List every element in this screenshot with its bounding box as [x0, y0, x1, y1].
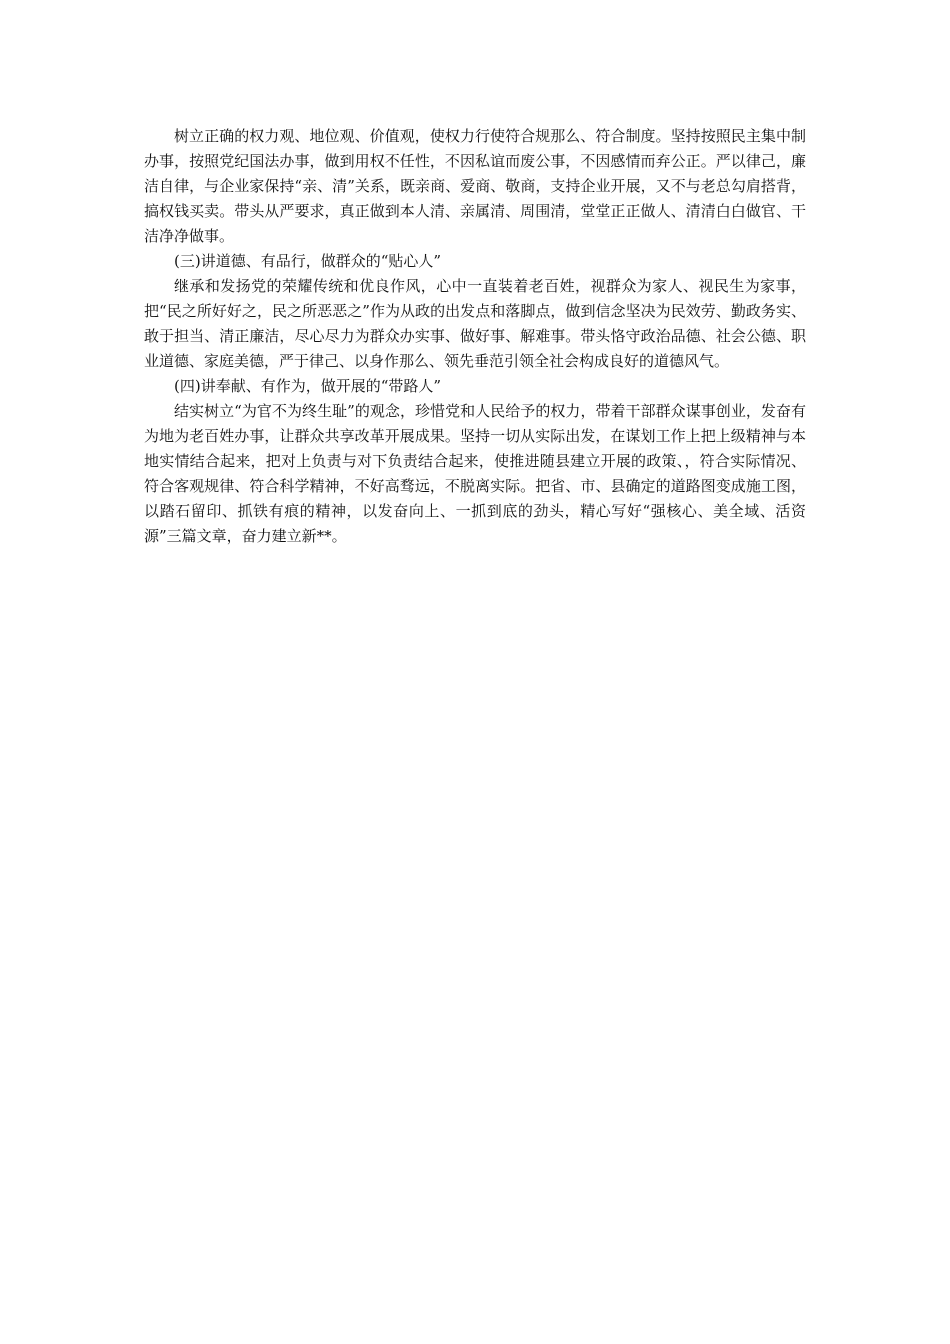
body-paragraph: 结实树立“为官不为终生耻”的观念，珍惜党和人民给予的权力，带着干部群众谋事创业，发奋有为地为老百姓办事，让群众共享改革开展成果。坚持一切从实际出发，在谋划工作上把上级精神与本地实情结合起来，把对上负责与对下负责结合起来，使推进随县建立开展的政策、，符合实际情况、符合客观规律、符合科学精神，不好高骛远，不脱离实际。把省、市、县确定的道路图变成施工图，以踏石留印、抓铁有痕的精神，以发奋向上、一抓到底的劲头，精心写好“强核心、美全域、活资源”三篇文章，奋力建立新**。 [144, 402, 806, 545]
body-paragraph: 树立正确的权力观、地位观、价值观，使权力行使符合规那么、符合制度。坚持按照民主集中制办事，按照党纪国法办事，做到用权不任性，不因私谊而废公事，不因感情而弃公正。严以律己，廉洁自律，与企业家保持“亲、清”关系，既亲商、爱商、敬商，支持企业开展，又不与老总勾肩搭背，搞权钱买卖。带头从严要求，真正做到本人清、亲属清、周围清，堂堂正正做人、清清白白做官、干洁净净做事。 [144, 127, 806, 245]
section-heading-4: (四)讲奉献、有作为，做开展的“带路人” [174, 377, 442, 395]
document-body [144, 124, 806, 549]
body-paragraph: 继承和发扬党的荣耀传统和优良作风，心中一直装着老百姓，视群众为家人、视民生为家事，把“民之所好好之，民之所恶恶之”作为从政的出发点和落脚点，做到信念坚决为民效劳、勤政务实、敢于担当、清正廉洁，尽心尽力为群众办实事、做好事、解难事。带头恪守政治品德、社会公德、职业道德、家庭美德，严于律己、以身作那么、领先垂范引领全社会构成良好的道德风气。 [144, 277, 806, 370]
section-heading-3: (三)讲道德、有品行，做群众的“贴心人” [174, 252, 442, 270]
